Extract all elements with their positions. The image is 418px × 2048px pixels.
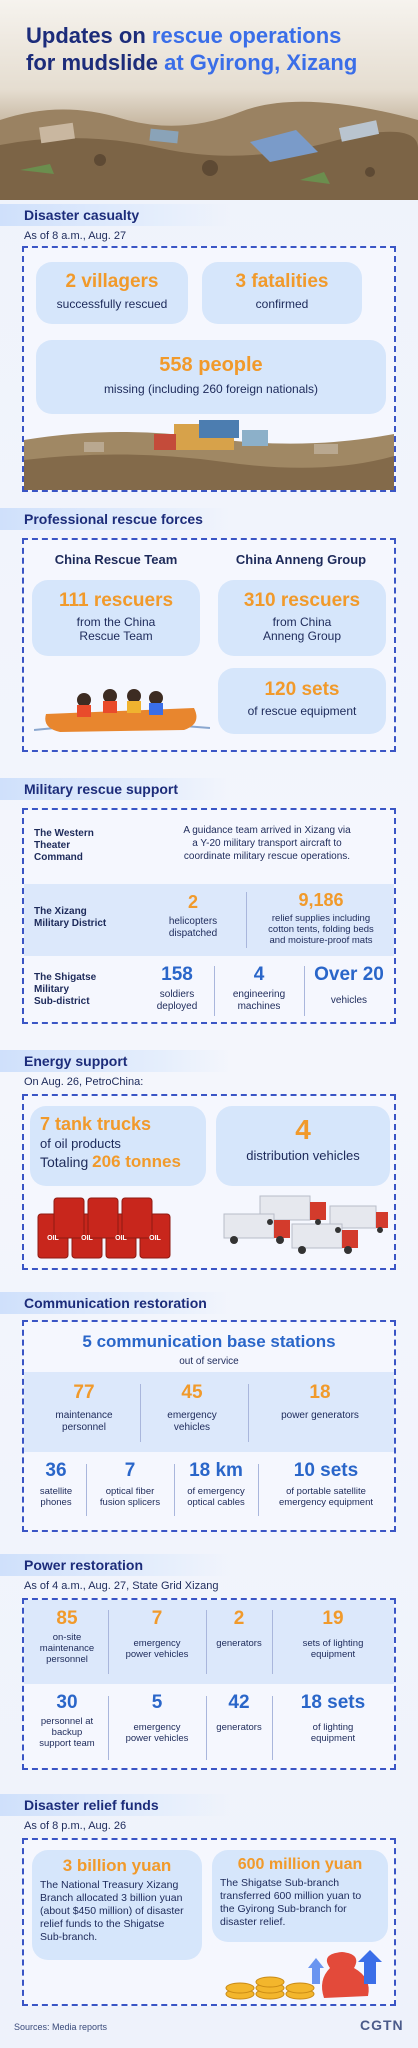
onsite-personnel-label: maintenance bbox=[39, 1643, 95, 1654]
fatalities-number: 3 fatalities bbox=[235, 271, 329, 292]
supplies-cell bbox=[250, 890, 392, 946]
shigatse-funds-text: the Gyirong Sub-branch for bbox=[220, 1903, 347, 1915]
barrel-label: OIL bbox=[81, 1235, 93, 1242]
generators-b-number: 42 bbox=[228, 1692, 250, 1713]
onsite-personnel-label: personnel bbox=[46, 1654, 88, 1665]
optical-cables-label: optical cables bbox=[187, 1497, 245, 1508]
generators-label: power generators bbox=[281, 1410, 359, 1421]
section-heading-forces: Professional rescue forces bbox=[0, 508, 230, 530]
wtc-desc-line: coordinate military rescue operations. bbox=[183, 851, 351, 862]
satellite-phones-label: satellite bbox=[39, 1486, 73, 1497]
engineering-cell bbox=[216, 964, 302, 1013]
energy-asof: On Aug. 26, PetroChina: bbox=[24, 1076, 144, 1088]
distribution-label: distribution vehicles bbox=[246, 1148, 360, 1163]
shigatse-name bbox=[34, 972, 96, 1008]
sources-note: Sources: Media reports bbox=[14, 2022, 108, 2032]
comm-panel bbox=[22, 1320, 396, 1532]
helicopters-number: 2 bbox=[187, 892, 198, 912]
base-stations-title: 5 communication base stations bbox=[82, 1332, 336, 1351]
total-label: Totaling bbox=[40, 1154, 93, 1170]
tank-trucks-number: 7 tank trucks bbox=[40, 1114, 152, 1134]
section-heading-funds: Disaster relief funds bbox=[0, 1794, 230, 1816]
lighting-b-number: 18 sets bbox=[300, 1692, 366, 1713]
treasury-funds-text: The National Treasury Xizang bbox=[40, 1879, 179, 1891]
lighting-a-label: equipment bbox=[310, 1649, 356, 1660]
shigatse-name-line: Military bbox=[34, 984, 70, 995]
barrel-label: OIL bbox=[149, 1235, 161, 1242]
soldiers-number: 158 bbox=[161, 964, 193, 985]
distribution-box bbox=[216, 1106, 390, 1186]
satellite-phones-label: phones bbox=[40, 1497, 72, 1508]
team2-rescuers-label: from China bbox=[272, 615, 332, 629]
wtc-description bbox=[144, 824, 390, 863]
cgtn-logo: CGTN bbox=[360, 2017, 404, 2033]
power-vehicles-b-label: emergency bbox=[133, 1722, 181, 1733]
helicopters-label: dispatched bbox=[168, 928, 218, 939]
fusion-splicers-cell bbox=[88, 1460, 172, 1508]
soldiers-label: deployed bbox=[156, 1001, 198, 1012]
cell-divider bbox=[108, 1696, 109, 1760]
satellite-equipment-label: emergency equipment bbox=[279, 1497, 373, 1508]
wtc-name-line: Command bbox=[34, 852, 83, 863]
supplies-number: 9,186 bbox=[298, 890, 344, 910]
cell-divider bbox=[248, 1384, 249, 1442]
barrel-label: OIL bbox=[115, 1235, 127, 1242]
team1-rescuers-label: Rescue Team bbox=[79, 629, 153, 643]
power-vehicles-a-label: power vehicles bbox=[125, 1649, 189, 1660]
fusion-splicers-number: 7 bbox=[124, 1460, 136, 1481]
rescued-label: successfully rescued bbox=[56, 297, 168, 311]
section-heading-military: Military rescue support bbox=[0, 778, 230, 800]
maintenance-label: personnel bbox=[62, 1422, 106, 1433]
soldiers-cell bbox=[142, 964, 212, 1013]
military-panel bbox=[22, 808, 396, 1024]
treasury-funds-text: Sub-branch. bbox=[40, 1931, 98, 1943]
team1-rescuers-label: from the China bbox=[76, 615, 156, 629]
satellite-phones-cell bbox=[28, 1460, 84, 1508]
missing-number: 558 people bbox=[159, 354, 263, 376]
generators-number: 18 bbox=[309, 1382, 331, 1403]
generators-cell bbox=[250, 1382, 390, 1422]
maintenance-cell bbox=[34, 1382, 134, 1434]
shigatse-name-line: The Shigatse bbox=[34, 972, 97, 983]
team1-name: China Rescue Team bbox=[54, 552, 178, 567]
fusion-splicers-label: fusion splicers bbox=[99, 1497, 161, 1508]
rescued-number: 2 villagers bbox=[65, 271, 159, 292]
cell-divider bbox=[246, 892, 247, 948]
team1-rescuers-box bbox=[32, 580, 200, 656]
helicopters-label: helicopters bbox=[168, 916, 218, 927]
supplies-label: and moisture-proof mats bbox=[269, 935, 373, 946]
onsite-personnel-cell bbox=[28, 1608, 106, 1665]
optical-cables-label: of emergency bbox=[187, 1486, 245, 1497]
shigatse-funds-text: disaster relief. bbox=[220, 1916, 286, 1928]
equipment-label: of rescue equipment bbox=[247, 704, 357, 718]
power-vehicles-a-number: 7 bbox=[151, 1608, 163, 1629]
power-vehicles-a-cell bbox=[110, 1608, 204, 1660]
treasury-funds-text: (about $450 million) of disaster bbox=[40, 1905, 184, 1917]
team2-name: China Anneng Group bbox=[235, 552, 367, 567]
missing-label: missing (including 260 foreign nationals) bbox=[103, 382, 319, 396]
emergency-vehicles-label: emergency bbox=[167, 1410, 217, 1421]
treasury-funds-box bbox=[32, 1850, 202, 1960]
forces-panel bbox=[22, 538, 396, 752]
emergency-vehicles-number: 45 bbox=[181, 1382, 203, 1403]
onsite-personnel-number: 85 bbox=[56, 1608, 78, 1629]
supplies-label: relief supplies including bbox=[271, 913, 371, 924]
coins-money-bag-illustration bbox=[220, 1944, 390, 2004]
power-vehicles-b-number: 5 bbox=[151, 1692, 163, 1713]
satellite-phones-number: 36 bbox=[45, 1460, 67, 1481]
casualty-panel bbox=[22, 246, 396, 492]
cell-divider bbox=[304, 966, 305, 1016]
lighting-b-label: of lighting bbox=[312, 1722, 354, 1733]
barrel-label: OIL bbox=[47, 1235, 59, 1242]
tank-trucks-label: of oil products bbox=[40, 1136, 121, 1151]
funds-panel bbox=[22, 1838, 396, 2006]
header-banner bbox=[0, 0, 418, 200]
cell-divider bbox=[206, 1696, 207, 1760]
equipment-number: 120 sets bbox=[264, 679, 340, 700]
treasury-funds-text: relief funds to the Shigatse bbox=[40, 1918, 165, 1930]
xmd-name-line: Military District bbox=[34, 918, 107, 929]
generators-a-label: generators bbox=[216, 1638, 262, 1649]
lighting-a-cell bbox=[274, 1608, 392, 1660]
wtc-desc-line: a Y-20 military transport aircraft to bbox=[192, 838, 342, 849]
wtc-name bbox=[34, 828, 94, 864]
soldiers-label: soldiers bbox=[159, 989, 195, 1000]
lighting-a-number: 19 bbox=[322, 1608, 344, 1629]
cell-divider bbox=[206, 1610, 207, 1674]
cell-divider bbox=[214, 966, 215, 1016]
generators-a-number: 2 bbox=[233, 1608, 245, 1629]
total-number: 206 tonnes bbox=[92, 1152, 181, 1171]
delivery-trucks-illustration bbox=[220, 1194, 390, 1266]
funds-asof: As of 8 p.m., Aug. 26 bbox=[24, 1820, 127, 1832]
team2-rescuers-label: Anneng Group bbox=[262, 629, 342, 643]
team2-rescuers-box bbox=[218, 580, 386, 656]
backup-personnel-label: personnel at bbox=[40, 1716, 94, 1727]
casualty-asof: As of 8 a.m., Aug. 27 bbox=[24, 230, 127, 242]
power-vehicles-b-label: power vehicles bbox=[125, 1733, 189, 1744]
vehicles-cell bbox=[306, 964, 392, 1007]
xmd-name bbox=[34, 906, 106, 930]
missing-box bbox=[36, 340, 386, 414]
section-heading-comm: Communication restoration bbox=[0, 1292, 230, 1314]
fatalities-label: confirmed bbox=[255, 297, 309, 311]
shigatse-funds-box bbox=[212, 1850, 388, 1942]
power-panel bbox=[22, 1598, 396, 1770]
backup-personnel-label: support team bbox=[39, 1738, 95, 1749]
fusion-splicers-label: optical fiber bbox=[105, 1486, 155, 1497]
maintenance-number: 77 bbox=[73, 1382, 95, 1403]
wtc-name-line: The Western bbox=[34, 828, 94, 839]
title-part: Updates on bbox=[26, 23, 152, 48]
engineering-label: engineering bbox=[232, 989, 286, 1000]
shigatse-name-line: Sub-district bbox=[34, 996, 90, 1007]
treasury-funds-number: 3 billion yuan bbox=[62, 1856, 172, 1875]
helicopters-cell bbox=[142, 892, 244, 940]
cell-divider bbox=[140, 1384, 141, 1442]
supplies-label: cotton tents, folding beds bbox=[268, 924, 374, 935]
onsite-personnel-label: on-site bbox=[52, 1632, 82, 1643]
emergency-vehicles-label: vehicles bbox=[173, 1422, 211, 1433]
generators-a-cell bbox=[208, 1608, 270, 1649]
power-asof: As of 4 a.m., Aug. 27, State Grid Xizang bbox=[24, 1580, 219, 1592]
rescue-boat-illustration bbox=[34, 672, 210, 748]
shigatse-funds-text: The Shigatse Sub-branch bbox=[220, 1877, 340, 1889]
satellite-equipment-cell bbox=[260, 1460, 392, 1508]
team2-rescuers-number: 310 rescuers bbox=[243, 590, 361, 611]
lighting-b-label: equipment bbox=[310, 1733, 356, 1744]
cell-divider bbox=[86, 1464, 87, 1516]
optical-cables-number: 18 km bbox=[189, 1460, 243, 1481]
cell-divider bbox=[108, 1610, 109, 1674]
engineering-label: machines bbox=[237, 1001, 281, 1012]
emergency-vehicles-cell bbox=[142, 1382, 242, 1434]
engineering-number: 4 bbox=[253, 964, 265, 985]
page-title bbox=[26, 22, 357, 76]
vehicles-number: Over 20 bbox=[314, 964, 384, 985]
flood-debris-illustration bbox=[24, 420, 394, 490]
power-vehicles-a-label: emergency bbox=[133, 1638, 181, 1649]
energy-panel bbox=[22, 1094, 396, 1270]
maintenance-label: maintenance bbox=[55, 1410, 113, 1421]
vehicles-label: vehicles bbox=[330, 995, 368, 1006]
tank-trucks-box bbox=[30, 1106, 206, 1186]
cell-divider bbox=[174, 1464, 175, 1516]
fatalities-box bbox=[202, 262, 362, 324]
section-heading-power: Power restoration bbox=[0, 1554, 230, 1576]
rescued-box bbox=[36, 262, 188, 324]
optical-cables-cell bbox=[176, 1460, 256, 1508]
power-vehicles-b-cell bbox=[110, 1692, 204, 1744]
backup-personnel-label: backup bbox=[51, 1727, 83, 1738]
wtc-desc-line: A guidance team arrived in Xizang via bbox=[183, 825, 351, 836]
treasury-funds-text: Branch allocated 3 billion yuan bbox=[40, 1892, 183, 1904]
backup-personnel-number: 30 bbox=[56, 1692, 78, 1713]
backup-personnel-cell bbox=[28, 1692, 106, 1749]
base-stations-sub: out of service bbox=[179, 1356, 239, 1367]
shigatse-funds-text: transferred 600 million yuan to bbox=[220, 1890, 362, 1902]
mudslide-illustration bbox=[0, 90, 418, 200]
title-part: for mudslide bbox=[26, 50, 165, 75]
title-highlight: at Gyirong, Xizang bbox=[164, 50, 358, 75]
shigatse-funds-number: 600 million yuan bbox=[237, 1856, 363, 1873]
satellite-equipment-label: of portable satellite bbox=[286, 1486, 366, 1497]
lighting-b-cell bbox=[274, 1692, 392, 1744]
cell-divider bbox=[272, 1610, 273, 1674]
generators-b-label: generators bbox=[216, 1722, 262, 1733]
wtc-name-line: Theater bbox=[34, 840, 71, 851]
generators-b-cell bbox=[208, 1692, 270, 1733]
xmd-name-line: The Xizang bbox=[34, 906, 87, 917]
cell-divider bbox=[258, 1464, 259, 1516]
cell-divider bbox=[272, 1696, 273, 1760]
satellite-equipment-number: 10 sets bbox=[293, 1460, 359, 1481]
oil-barrels-illustration bbox=[32, 1194, 192, 1264]
lighting-a-label: sets of lighting bbox=[302, 1638, 364, 1649]
distribution-number: 4 bbox=[295, 1114, 311, 1145]
team1-rescuers-number: 111 rescuers bbox=[58, 590, 174, 611]
section-heading-energy: Energy support bbox=[0, 1050, 230, 1072]
section-heading-casualty: Disaster casualty bbox=[0, 204, 230, 226]
equipment-box bbox=[218, 668, 386, 734]
title-highlight: rescue operations bbox=[151, 23, 342, 48]
